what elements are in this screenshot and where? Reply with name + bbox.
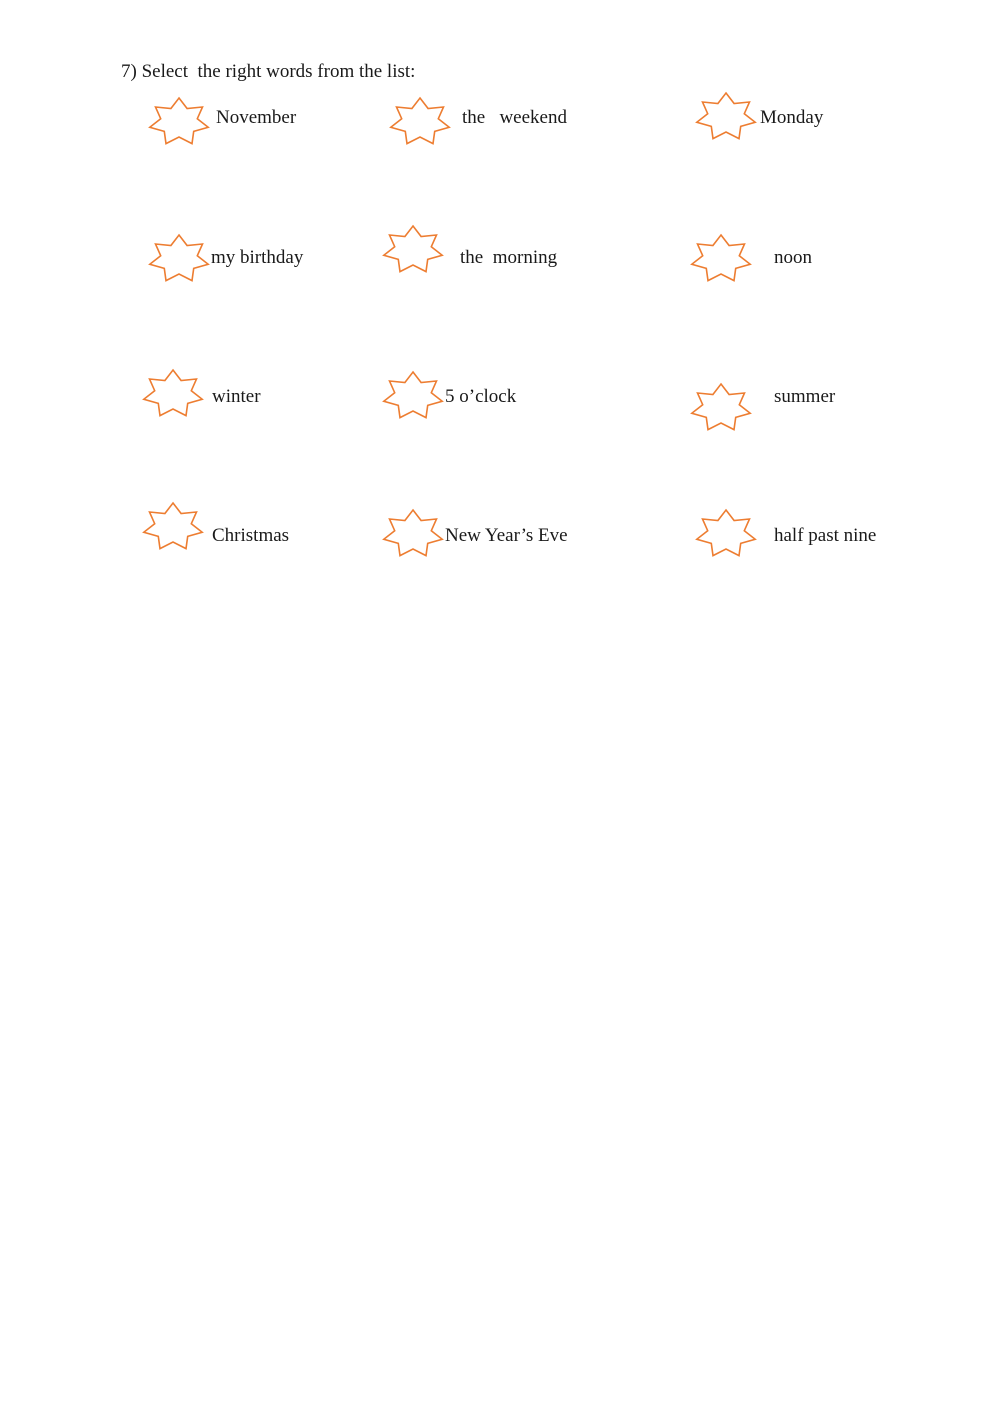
option-label: 5 o’clock xyxy=(445,386,517,407)
option-label: the weekend xyxy=(462,107,567,128)
option-label: summer xyxy=(774,386,836,407)
exercise-instruction: 7) Select the right words from the list: xyxy=(121,61,416,82)
star-icon[interactable] xyxy=(381,370,445,422)
star-icon[interactable] xyxy=(147,233,211,285)
option-label: noon xyxy=(774,247,812,268)
option-label: Monday xyxy=(760,107,824,128)
star-icon[interactable] xyxy=(388,96,452,148)
option-label: half past nine xyxy=(774,525,877,546)
star-icon[interactable] xyxy=(381,508,445,560)
option-label: New Year’s Eve xyxy=(445,525,568,546)
option-label: the morning xyxy=(460,247,558,268)
star-icon[interactable] xyxy=(694,91,758,143)
star-icon[interactable] xyxy=(381,224,445,276)
option-label: November xyxy=(216,107,297,128)
star-icon[interactable] xyxy=(147,96,211,148)
option-label: my birthday xyxy=(211,247,304,268)
star-icon[interactable] xyxy=(141,501,205,553)
star-icon[interactable] xyxy=(141,368,205,420)
star-icon[interactable] xyxy=(689,233,753,285)
option-label: Christmas xyxy=(212,525,290,546)
option-label: winter xyxy=(212,386,261,407)
star-icon[interactable] xyxy=(689,382,753,434)
star-icon[interactable] xyxy=(694,508,758,560)
